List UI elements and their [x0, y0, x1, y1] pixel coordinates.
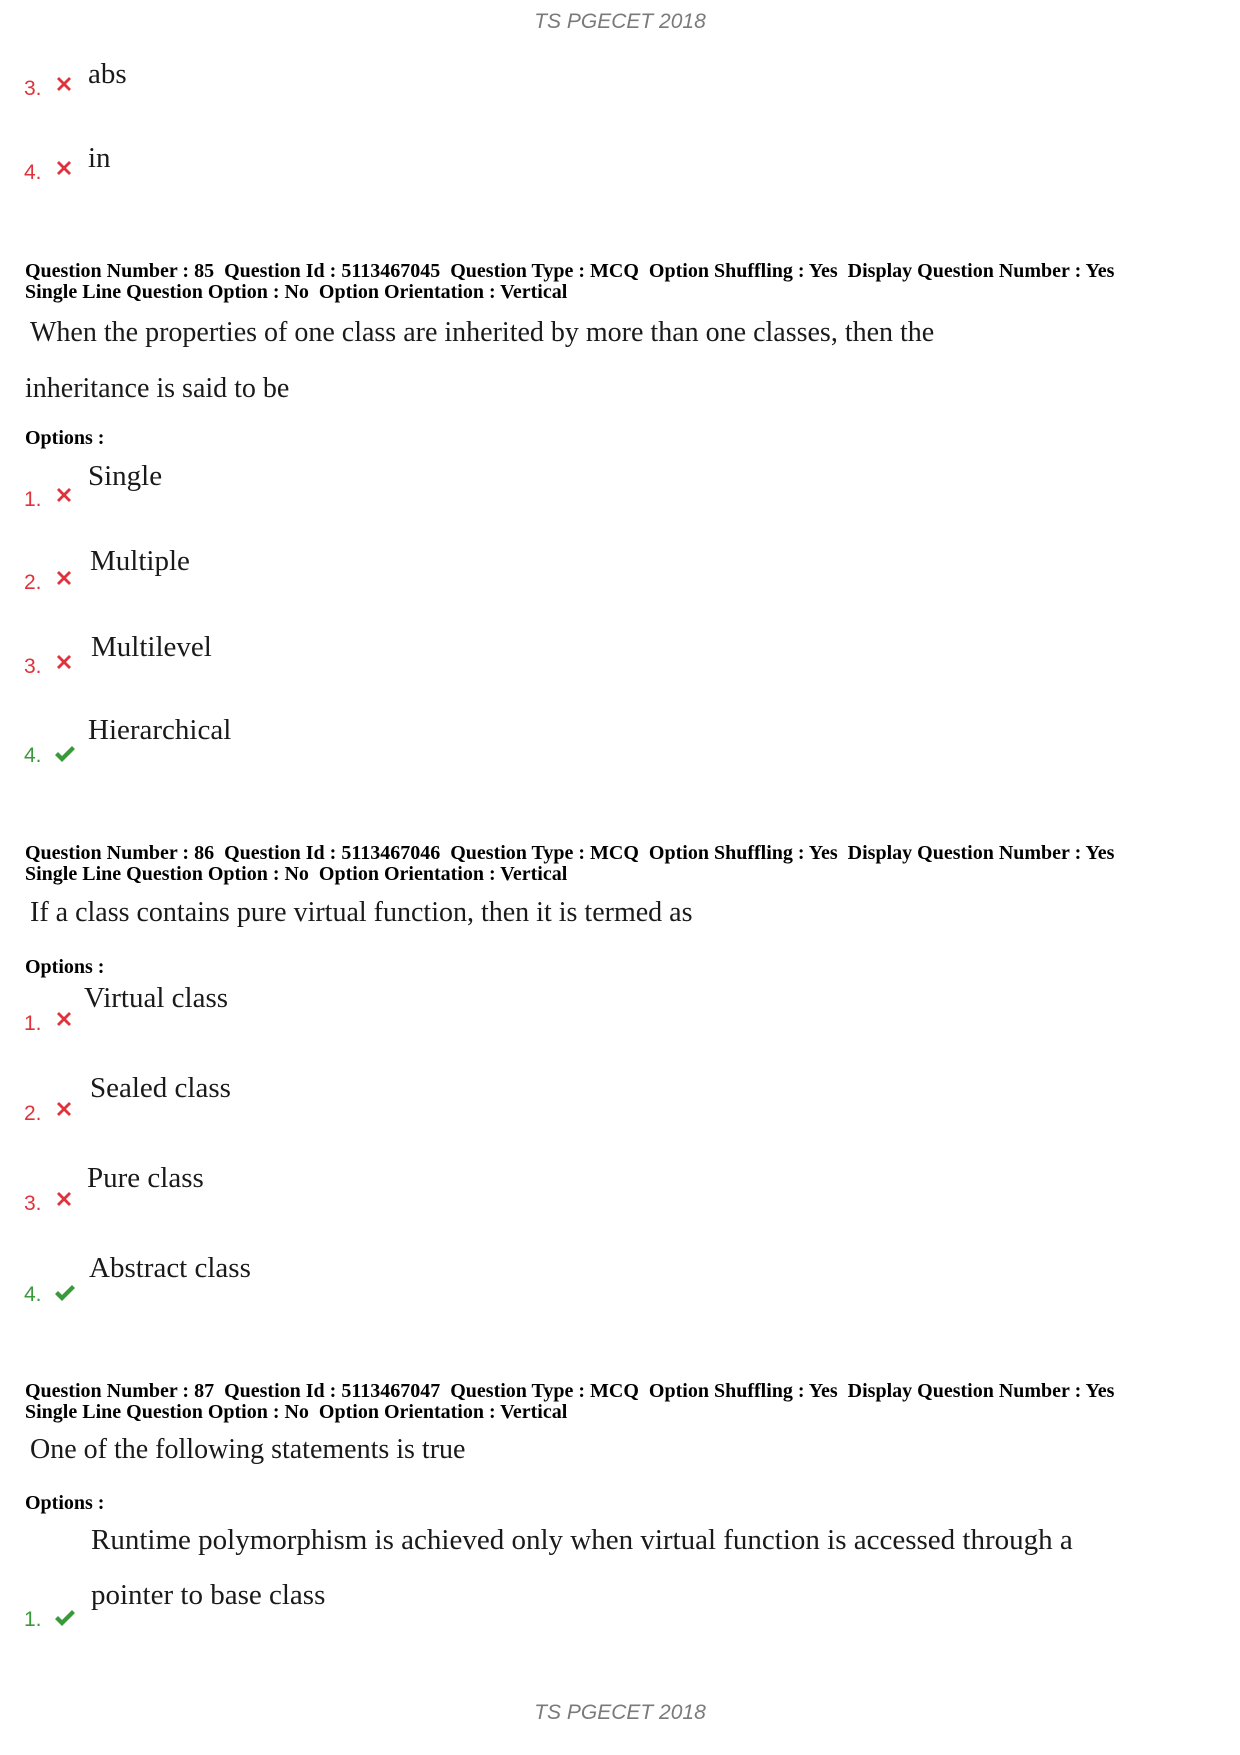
option-number: 1.	[24, 488, 42, 511]
question-meta-line2: Single Line Question Option : No Option Orientation : Vertical	[25, 863, 568, 885]
option-number: 4.	[24, 1283, 42, 1306]
option-number: 1.	[24, 1012, 42, 1035]
correct-check-icon	[52, 1281, 76, 1305]
option-text-line1: Runtime polymorphism is achieved only when virtual function is accessed through a	[91, 1524, 1073, 1556]
option-text: Single	[88, 460, 163, 492]
question-text-line2: inheritance is said to be	[25, 373, 290, 404]
question-meta-line1: Question Number : 87 Question Id : 5113467047 Question Type : MCQ Option Shuffling : Yes Display Question Number : Yes	[25, 1380, 1115, 1402]
option-number: 3.	[24, 655, 42, 678]
option-text: Pure class	[87, 1162, 204, 1194]
question-meta-line2: Single Line Question Option : No Option Orientation : Vertical	[25, 281, 568, 303]
wrong-mark-icon	[52, 1187, 76, 1211]
option-number: 4.	[24, 744, 42, 767]
wrong-mark-icon	[52, 1097, 76, 1121]
question-text-line1: One of the following statements is true	[30, 1434, 466, 1465]
option-number: 4.	[24, 161, 42, 184]
option-text: in	[88, 142, 111, 174]
option-text-line2: pointer to base class	[91, 1579, 326, 1611]
option-text: Virtual class	[84, 982, 229, 1014]
option-number: 2.	[24, 571, 42, 594]
question-meta-line1: Question Number : 85 Question Id : 5113467045 Question Type : MCQ Option Shuffling : Yes Display Question Number : Yes	[25, 260, 1115, 282]
option-number: 3.	[24, 77, 42, 100]
correct-check-icon	[52, 1606, 76, 1630]
option-number: 2.	[24, 1102, 42, 1125]
wrong-mark-icon	[52, 1007, 76, 1031]
wrong-mark-icon	[52, 650, 76, 674]
wrong-mark-icon	[52, 566, 76, 590]
wrong-mark-icon	[52, 156, 76, 180]
option-text: Abstract class	[89, 1252, 251, 1284]
wrong-mark-icon	[52, 483, 76, 507]
question-meta-line2: Single Line Question Option : No Option Orientation : Vertical	[25, 1401, 568, 1423]
page-header: TS PGECET 2018	[534, 10, 706, 33]
options-label: Options :	[25, 1492, 105, 1514]
options-label: Options :	[25, 956, 105, 978]
question-text-line1: When the properties of one class are inherited by more than one classes, then the	[30, 317, 935, 348]
question-meta-line1: Question Number : 86 Question Id : 5113467046 Question Type : MCQ Option Shuffling : Yes Display Question Number : Yes	[25, 842, 1115, 864]
option-text: Multilevel	[91, 631, 212, 663]
option-text: Multiple	[90, 545, 190, 577]
question-text-line1: If a class contains pure virtual function, then it is termed as	[30, 897, 693, 928]
option-number: 3.	[24, 1192, 42, 1215]
page-footer: TS PGECET 2018	[534, 1701, 706, 1724]
option-text: Hierarchical	[88, 714, 232, 746]
wrong-mark-icon	[52, 72, 76, 96]
options-label: Options :	[25, 427, 105, 449]
option-number: 1.	[24, 1608, 42, 1631]
option-text: Sealed class	[90, 1072, 231, 1104]
option-text: abs	[88, 58, 127, 90]
correct-check-icon	[52, 742, 76, 766]
